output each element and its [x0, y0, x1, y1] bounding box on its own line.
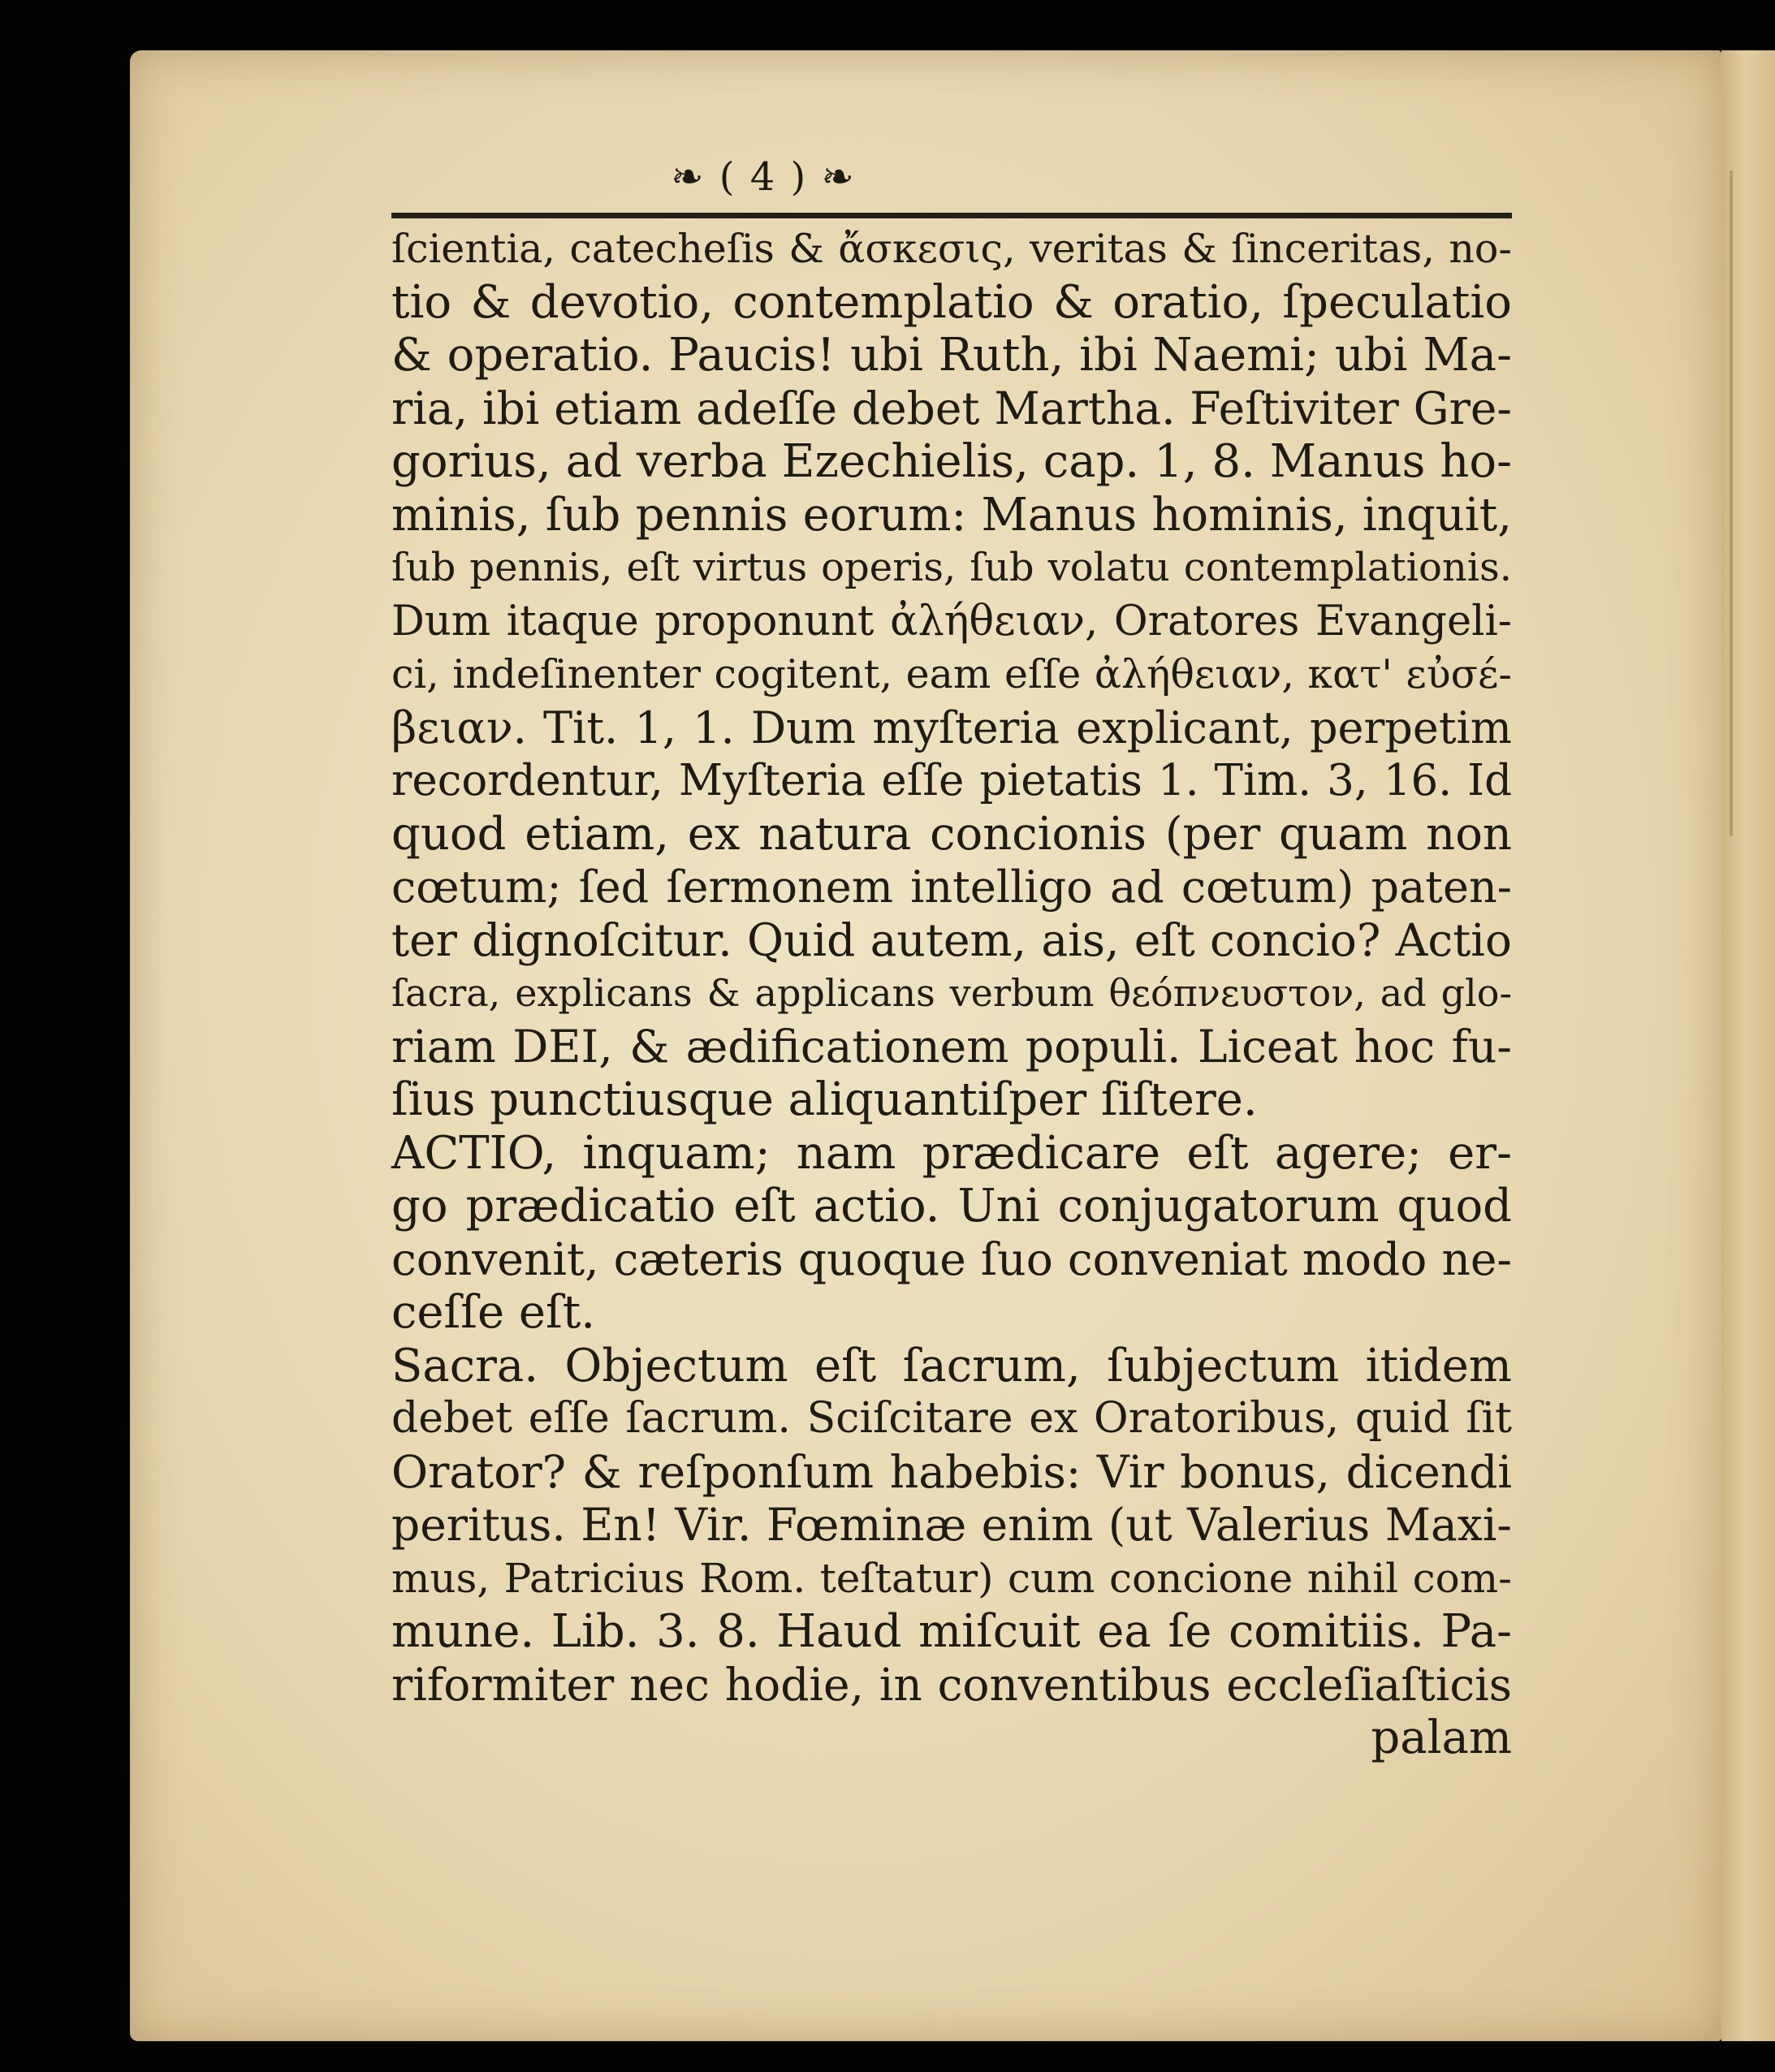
text-line: mus, Patricius Rom. teſtatur) cum concione nihil com-	[391, 1554, 1512, 1602]
text-line: Orator? & reſponſum habebis: Vir bonus, dicendi	[391, 1445, 1512, 1498]
text-line: peritus. En! Vir. Fœminæ enim (ut Valerius Maxi-	[391, 1499, 1512, 1551]
page-header: ❧ ( 4 ) ❧	[671, 154, 856, 200]
text-line: Dum itaque proponunt ἀλήθειαν, Oratores Evangeli-	[391, 597, 1512, 645]
text-line: convenit, cæteris quoque ſuo conveniat modo ne-	[391, 1232, 1512, 1285]
binding-thread	[1730, 171, 1733, 836]
text-line: recordentur, Myſteria eſſe pietatis 1. Tim. 3, 16. Id	[391, 756, 1512, 805]
text-line: cœtum; ſed ſermonem intelligo ad cœtum) paten-	[391, 861, 1512, 913]
text-line: riam DEI, & ædificationem populi. Liceat hoc fu-	[391, 1020, 1512, 1073]
text-line: quod etiam, ex natura concionis (per quam non	[391, 807, 1512, 861]
catchword: palam	[1371, 1712, 1512, 1764]
text-line: ci, indeſinenter cogitent, eam eſſe ἀλήθειαν, κατ' εὐσέ-	[391, 651, 1512, 697]
text-line: ſacra, explicans & applicans verbum θεόπνευστον, ad glo-	[391, 971, 1512, 1015]
text-line: ria, ibi etiam adeſſe debet Martha. Feſtiviter Gre-	[391, 382, 1512, 434]
text-line: debet eſſe ſacrum. Sciſcitare ex Oratoribus, quid ſit	[391, 1394, 1512, 1443]
text-line: βειαν. Tit. 1, 1. Dum myſteria explicant, perpetim	[391, 701, 1512, 753]
text-line: mune. Lib. 3. 8. Haud miſcuit ea ſe comitiis. Pa-	[391, 1605, 1512, 1658]
text-line: ſcientia, catecheſis & ἄσκεσις, veritas & ſinceritas, no-	[391, 226, 1512, 272]
body-text	[391, 222, 1512, 1765]
text-line: tio & devotio, contemplatio & oratio, ſpeculatio	[391, 275, 1512, 329]
text-line: ter dignoſcitur. Quid autem, ais, eſt concio? Actio	[391, 913, 1512, 966]
text-line: go prædicatio eſt actio. Uni conjugatorum quod	[391, 1180, 1512, 1232]
text-line: ſub pennis, eſt virtus operis, ſub volatu contemplationis.	[391, 545, 1512, 590]
text-line: gorius, ad verba Ezechielis, cap. 1, 8. Manus ho-	[391, 435, 1512, 488]
text-line: riformiter nec hodie, in conventibus eccleſiaſticis	[391, 1658, 1512, 1711]
text-line: ceſſe eſt.	[391, 1286, 596, 1339]
text-line: minis, ſub pennis eorum: Manus hominis, inquit,	[391, 488, 1512, 542]
text-line: ACTIO, inquam; nam prædicare eſt agere; er-	[391, 1126, 1512, 1180]
text-line: & operatio. Paucis! ubi Ruth, ibi Naemi; ubi Ma-	[391, 329, 1512, 382]
text-line: ſius punctiusque aliquantiſper ſiſtere.	[391, 1073, 1258, 1126]
text-line: Sacra. Objectum eſt ſacrum, ſubjectum itidem	[391, 1339, 1512, 1392]
header-rule	[391, 213, 1512, 218]
